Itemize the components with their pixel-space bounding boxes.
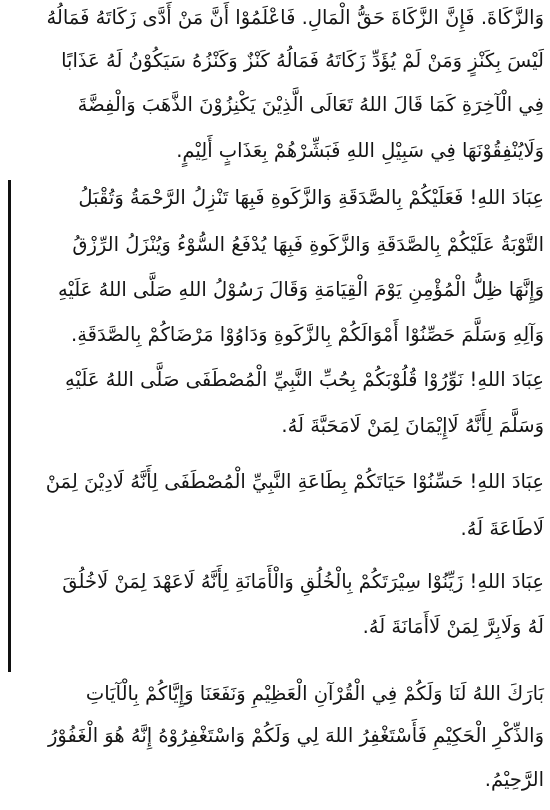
margin-rule <box>8 180 11 672</box>
text-line: وَسَلَّمَ لِأَنَّهُ لَاإِيْمَانَ لِمَنْ لَامَحَبَّةَ لَهُ. <box>281 414 544 437</box>
text-line: الرَّحِيْمُ. <box>484 768 544 791</box>
text-line: وَلَايُنْفِقُوْنَهَا فِي سَبِيْلِ اللهِ فَبَشِّرْهُمْ بِعَذَابٍ أَلِيْمٍ. <box>176 139 544 162</box>
text-line: لَاطَاعَةَ لَهُ. <box>460 517 544 540</box>
text-line: عِبَادَ اللهِ! زَيِّنُوْا سِيْرَتَكُمْ بِالْخُلُقِ وَالْأَمَانَةِ لِأَنَّهُ لَاعَهْدَ لِمَنْ لَاخُلُقَ <box>62 570 544 593</box>
text-line: وَآلِهِ وَسَلَّمَ حَصِّنُوْا أَمْوَالَكُمْ بِالزَّكَوةِ وَدَاوُوْا مَرْضَاكُمْ بِالصَّدَقَةِ. <box>71 323 544 346</box>
text-line: وَإِنَّهَا ظِلُّ الْمُؤْمِنِ يَوْمَ الْقِيَامَةِ وَقَالَ رَسُوْلُ اللهِ صَلَّى اللهُ عَلَيْهِ <box>57 278 544 301</box>
text-line: وَالذِّكْرِ الْحَكِيْمِ فَأَسْتَغْفِرُ اللهَ لِي وَلَكُمْ وَاسْتَغْفِرُوْهُ إِنَّهُ هُوَ الْغَفُوْرُ <box>47 724 544 747</box>
text-line: بَارَكَ اللهُ لَنَا وَلَكُمْ فِي الْقُرْآنِ الْعَظِيْمِ وَنَفَعَنَا وَإِيَّاكُمْ بِالْآيَاتِ <box>85 682 544 705</box>
text-line: لَيْسَ بِكَنْزٍ وَمَنْ لَمْ يُؤَدِّ زَكَاتَهُ فَمَالُهُ كَنْزٌ وَكَنْزُهُ سَيَكُوْنُ لَهُ عَذَابًا <box>61 49 544 72</box>
text-line: لَهُ وَلَابِرَّ لِمَنْ لَاأَمَانَةَ لَهُ. <box>362 615 544 638</box>
text-line: التَّوْبَةُ عَلَيْكُمْ بِالصَّدَقَةِ وَالزَّكَوةِ فَبِهَا يُدْفَعُ السُّوْءُ وَيُنْزَلُ الرِّزْقُ <box>72 233 544 256</box>
text-line: عِبَادَ اللهِ! حَسِّنُوْا حَيَاتَكُمْ بِطَاعَةِ النَّبِيِّ الْمُصْطَفَى لِأَنَّهُ لَادِيْنَ لِمَنْ <box>45 470 544 493</box>
text-line: وَالزَّكَاةَ. فَإِنَّ الزَّكَاةَ حَقُّ الْمَالِ. فَاعْلَمُوْا أَنَّ مَنْ أَدَّى زَكَاتَهُ فَمَالُهُ <box>46 6 544 29</box>
text-line: فِي الْآخِرَةِ كَمَا قَالَ اللهُ تَعَالَى الَّذِيْنَ يَكْنِزُوْنَ الذَّهَبَ وَالْفِضَّةَ <box>77 93 544 116</box>
text-line: عِبَادَ اللهِ! فَعَلَيْكُمْ بِالصَّدَقَةِ وَالزَّكَوةِ فَبِهَا تَنْزِلُ الرَّحْمَةُ وَتُقْبَلُ <box>78 186 544 209</box>
text-line: عِبَادَ اللهِ! نَوِّرُوْا قُلُوْبَكُمْ بِحُبِّ النَّبِيِّ الْمُصْطَفَى صَلَّى اللهُ عَلَيْهِ <box>65 368 544 391</box>
